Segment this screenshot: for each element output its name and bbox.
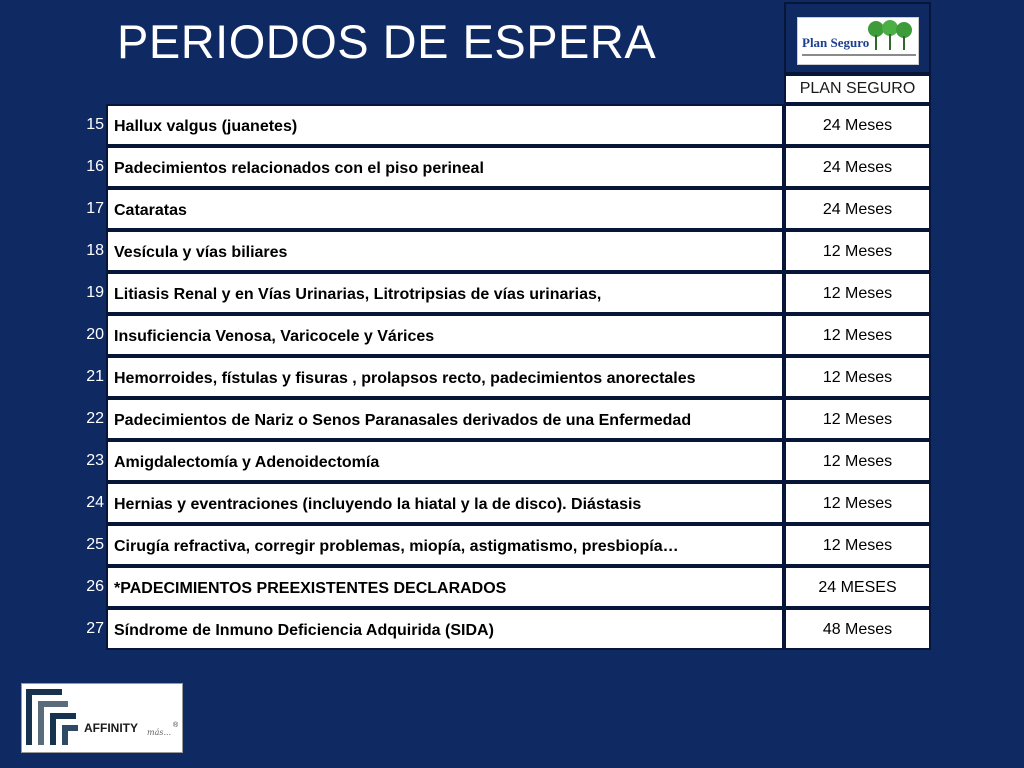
row-waiting-period: 12 Meses xyxy=(784,398,931,440)
row-waiting-period: 12 Meses xyxy=(784,482,931,524)
row-description: Cirugía refractiva, corregir problemas, miopía, astigmatismo, presbiopía… xyxy=(106,524,784,566)
row-description: *PADECIMIENTOS PREEXISTENTES DECLARADOS xyxy=(106,566,784,608)
row-waiting-period: 12 Meses xyxy=(784,440,931,482)
trees-icon xyxy=(866,20,916,54)
row-number: 25 xyxy=(86,536,104,553)
row-number: 22 xyxy=(86,410,104,427)
affinity-mark-icon xyxy=(24,687,82,751)
row-number: 23 xyxy=(86,452,104,469)
row-description: Padecimientos relacionados con el piso perineal xyxy=(106,146,784,188)
affinity-logo xyxy=(21,683,183,753)
row-description: Hemorroides, fístulas y fisuras , prolapsos recto, padecimientos anorectales xyxy=(106,356,784,398)
page-title: PERIODOS DE ESPERA xyxy=(117,15,657,68)
plan-seguro-logo-box xyxy=(784,2,931,74)
row-description: Cataratas xyxy=(106,188,784,230)
affinity-text: AFFINITY xyxy=(84,721,138,735)
row-waiting-period: 24 Meses xyxy=(784,188,931,230)
row-number: 26 xyxy=(86,578,104,595)
plan-seguro-logo xyxy=(797,17,919,65)
row-number: 24 xyxy=(86,494,104,511)
row-waiting-period: 12 Meses xyxy=(784,314,931,356)
row-description: Litiasis Renal y en Vías Urinarias, Litrotripsias de vías urinarias, xyxy=(106,272,784,314)
column-header-plan-seguro: PLAN SEGURO xyxy=(784,74,931,104)
row-number: 21 xyxy=(86,368,104,385)
row-description: Síndrome de Inmuno Deficiencia Adquirida (SIDA) xyxy=(106,608,784,650)
row-waiting-period: 24 Meses xyxy=(784,146,931,188)
logo-text: Plan Seguro xyxy=(802,35,870,50)
row-waiting-period: 24 Meses xyxy=(784,104,931,146)
row-waiting-period: 12 Meses xyxy=(784,524,931,566)
row-description: Hallux valgus (juanetes) xyxy=(106,104,784,146)
row-number: 20 xyxy=(86,326,104,343)
row-waiting-period: 12 Meses xyxy=(784,230,931,272)
row-number: 19 xyxy=(86,284,104,301)
row-description: Insuficiencia Venosa, Varicocele y Várices xyxy=(106,314,784,356)
row-description: Vesícula y vías biliares xyxy=(106,230,784,272)
affinity-tagline: más... xyxy=(147,728,172,737)
row-number: 15 xyxy=(86,116,104,133)
row-number: 27 xyxy=(86,620,104,637)
row-waiting-period: 48 Meses xyxy=(784,608,931,650)
affinity-registered-mark: ® xyxy=(173,722,179,729)
row-description: Hernias y eventraciones (incluyendo la hiatal y la de disco). Diástasis xyxy=(106,482,784,524)
row-number: 18 xyxy=(86,242,104,259)
row-waiting-period: 24 MESES xyxy=(784,566,931,608)
row-waiting-period: 12 Meses xyxy=(784,272,931,314)
row-description: Amigdalectomía y Adenoidectomía xyxy=(106,440,784,482)
logo-tagline-line xyxy=(802,54,916,56)
row-waiting-period: 12 Meses xyxy=(784,356,931,398)
row-number: 17 xyxy=(86,200,104,217)
row-description: Padecimientos de Nariz o Senos Paranasales derivados de una Enfermedad xyxy=(106,398,784,440)
row-number: 16 xyxy=(86,158,104,175)
